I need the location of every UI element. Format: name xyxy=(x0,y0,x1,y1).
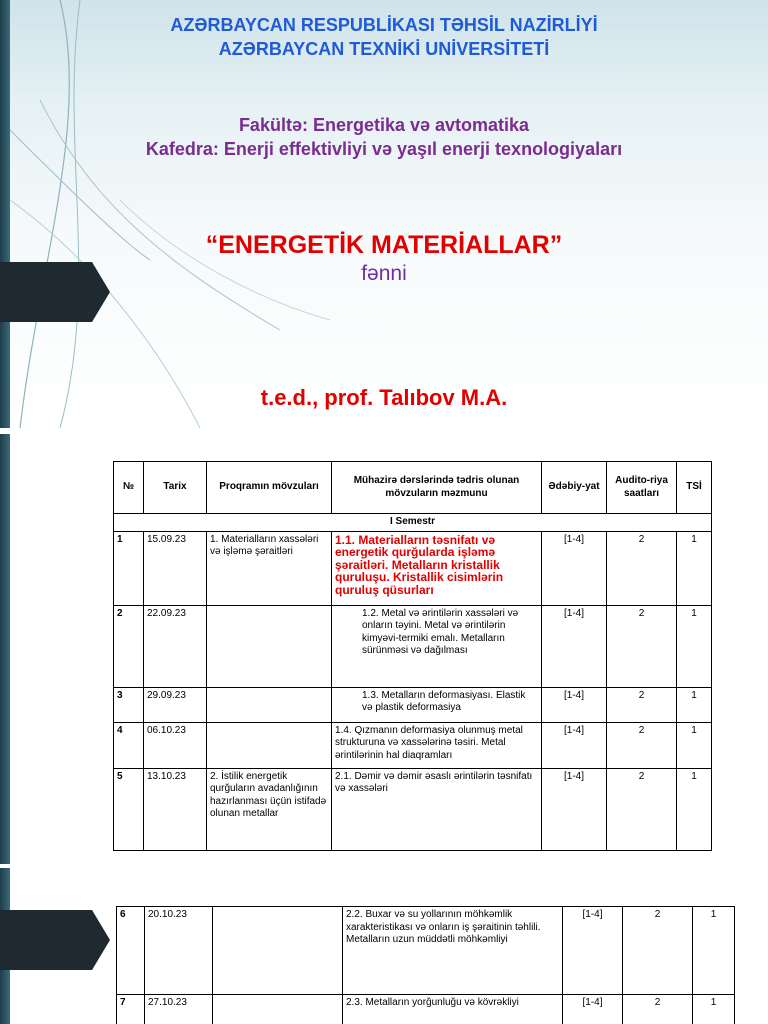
chevron-arrow-icon xyxy=(0,910,110,970)
row-tsi: 1 xyxy=(677,531,712,605)
row-hours: 2 xyxy=(607,687,677,722)
schedule-table-continued xyxy=(116,906,735,1024)
row-content: 2.2. Buxar və su yollarının möhkəmlik xarakteristikası və onların iş şəraitinin təhlili. Metalların uzun müddətli möhkəmliyi xyxy=(343,907,563,995)
table-row xyxy=(114,768,712,850)
department-title: Kafedra: Enerji effektivliyi və yaşıl enerji texnologiyaları xyxy=(145,139,623,159)
row-literature: [1-4] xyxy=(563,907,623,995)
row-tsi: 1 xyxy=(677,768,712,850)
row-date: 15.09.23 xyxy=(144,531,207,605)
row-num: 7 xyxy=(117,995,145,1024)
header-tsi: TSİ xyxy=(677,462,712,514)
row-program xyxy=(213,995,343,1024)
row-num: 5 xyxy=(114,768,144,850)
table-row xyxy=(117,995,735,1024)
faculty-title: Fakültə: Energetika və avtomatika xyxy=(238,115,530,135)
row-content: 1.2. Metal və ərintilərin xassələri və onların təyini. Metal və ərintilərin kimyəvi-termiki emalı. Metalların sürünməsi və dağılması xyxy=(332,605,542,687)
table-row xyxy=(114,687,712,722)
title-slide xyxy=(0,0,768,428)
row-literature: [1-4] xyxy=(542,605,607,687)
row-program xyxy=(207,605,332,687)
row-num: 3 xyxy=(114,687,144,722)
row-content: 2.3. Metalların yorğunluğu və kövrəkliyi xyxy=(343,995,563,1024)
row-program xyxy=(207,687,332,722)
ministry-title: AZƏRBAYCAN RESPUBLİKASI TƏHSİL NAZİRLİYİ xyxy=(170,15,598,35)
row-date: 20.10.23 xyxy=(145,907,213,995)
semester-row xyxy=(114,514,712,532)
decorative-swirl-lines xyxy=(0,0,330,428)
author-name: t.e.d., prof. Talıbov M.A. xyxy=(260,385,508,410)
row-content: 2.1. Dəmir və dəmir əsaslı ərintilərin təsnifatı və xassələri xyxy=(332,768,542,850)
row-hours: 2 xyxy=(607,605,677,687)
subject-title: “ENERGETİK MATERİALLAR” xyxy=(205,231,563,259)
row-hours: 2 xyxy=(623,995,693,1024)
table-row xyxy=(114,531,712,605)
row-program: 2. İstilik energetik qurğuların avadanlığının hazırlanması üçün istifadə olunan metallar xyxy=(207,768,332,850)
row-date: 22.09.23 xyxy=(144,605,207,687)
row-literature: [1-4] xyxy=(563,995,623,1024)
row-literature: [1-4] xyxy=(542,722,607,768)
semester-label: I Semestr xyxy=(114,514,712,532)
row-content: 1.4. Qızmanın deformasiya olunmuş metal strukturuna və xassələrinə təsiri. Metal ərintilərinin hal diaqramları xyxy=(332,722,542,768)
left-accent-bar xyxy=(0,0,10,428)
row-tsi: 1 xyxy=(677,605,712,687)
header-num: № xyxy=(114,462,144,514)
row-content: 1.1. Materialların təsnifatı və energetik qurğularda işləmə şəraitləri. Metalların kristallik quruluşu. Kristallik cisimlərin quruluş qüsurları xyxy=(332,531,542,605)
header-program: Proqramın mövzuları xyxy=(207,462,332,514)
table-row xyxy=(114,722,712,768)
row-program: 1. Materialların xassələri və işləmə şəraitləri xyxy=(207,531,332,605)
row-date: 29.09.23 xyxy=(144,687,207,722)
header-content: Mühazirə dərslərində tədris olunan mövzuların məzmunu xyxy=(332,462,542,514)
left-accent-bar xyxy=(0,434,10,864)
row-hours: 2 xyxy=(607,531,677,605)
schedule-slide-1 xyxy=(0,434,768,864)
row-literature: [1-4] xyxy=(542,687,607,722)
row-hours: 2 xyxy=(623,907,693,995)
header-hours: Audito-riya saatları xyxy=(607,462,677,514)
row-content: 1.3. Metalların deformasiyası. Elastik və plastik deformasiya xyxy=(332,687,542,722)
row-literature: [1-4] xyxy=(542,531,607,605)
row-num: 1 xyxy=(114,531,144,605)
row-program xyxy=(207,722,332,768)
row-tsi: 1 xyxy=(677,722,712,768)
schedule-table xyxy=(113,461,712,851)
table-row xyxy=(114,605,712,687)
table-row xyxy=(117,907,735,995)
row-date: 13.10.23 xyxy=(144,768,207,850)
row-tsi: 1 xyxy=(677,687,712,722)
table-header-row xyxy=(114,462,712,514)
row-num: 6 xyxy=(117,907,145,995)
subject-suffix: fənni xyxy=(361,262,407,285)
row-tsi: 1 xyxy=(693,907,735,995)
row-hours: 2 xyxy=(607,768,677,850)
row-date: 27.10.23 xyxy=(145,995,213,1024)
schedule-slide-2 xyxy=(0,868,768,1024)
row-num: 4 xyxy=(114,722,144,768)
header-date: Tarix xyxy=(144,462,207,514)
university-title: AZƏRBAYCAN TEXNİKİ UNİVERSİTETİ xyxy=(218,39,550,59)
row-num: 2 xyxy=(114,605,144,687)
row-date: 06.10.23 xyxy=(144,722,207,768)
header-literature: Ədəbiy-yat xyxy=(542,462,607,514)
row-literature: [1-4] xyxy=(542,768,607,850)
row-hours: 2 xyxy=(607,722,677,768)
row-tsi: 1 xyxy=(693,995,735,1024)
row-program xyxy=(213,907,343,995)
